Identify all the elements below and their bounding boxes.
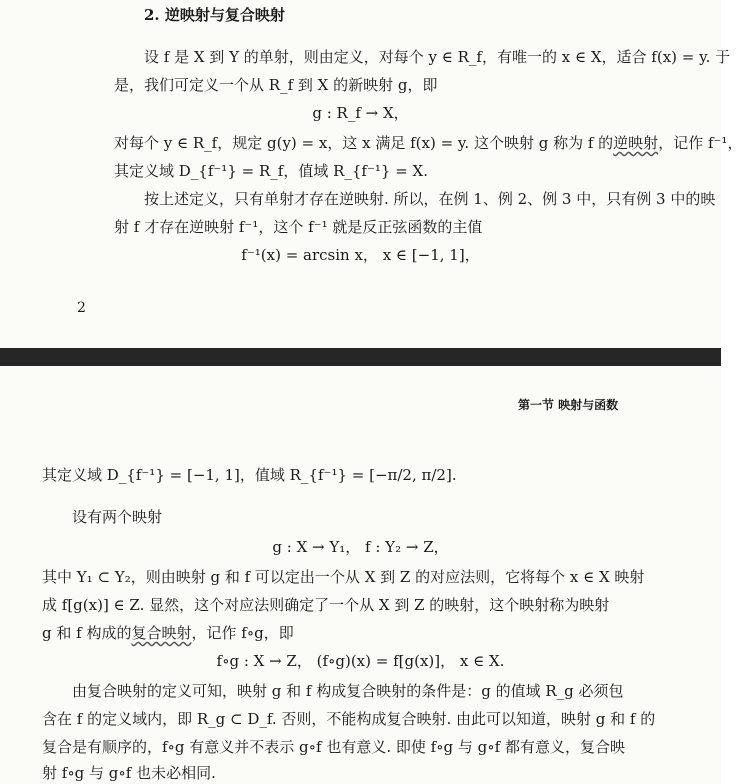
page-separator bbox=[0, 348, 721, 366]
display-formula: g : X → Y₁， f : Y₂ → Z， bbox=[272, 538, 449, 556]
line-text: ，记作 f⁻¹， bbox=[658, 134, 742, 152]
line-text: g 和 f 构成的 bbox=[42, 624, 132, 642]
paragraph-line: 复合是有顺序的，f∘g 有意义并不表示 g∘f 也有意义. 即使 f∘g 与 g∘f 都有意义，复合映 bbox=[42, 738, 625, 756]
page-number: 2 bbox=[77, 300, 86, 316]
paragraph-line: 其定义域 D_{f⁻¹} = [−1, 1]，值域 R_{f⁻¹} = [−π/2, π/2]. bbox=[42, 466, 457, 484]
line-text: ，记作 f∘g，即 bbox=[191, 624, 294, 642]
paragraph-line: 设有两个映射 bbox=[72, 508, 163, 526]
line-text: 对每个 y ∈ R_f，规定 g(y) = x，这 x 满足 f(x) = y. 这个映射 g 称为 f 的 bbox=[114, 134, 614, 152]
running-header: 第一节 映射与函数 bbox=[518, 398, 619, 412]
term-composite-mapping: 复合映射 bbox=[131, 624, 192, 642]
term-inverse-mapping: 逆映射 bbox=[613, 134, 659, 152]
paragraph-line: 射 f∘g 与 g∘f 也未必相同. bbox=[42, 764, 216, 782]
paragraph-line: 成 f[g(x)] ∈ Z. 显然，这个对应法则确定了一个从 X 到 Z 的映射，这个映射称为映射 bbox=[42, 596, 610, 614]
paragraph-line: 其中 Y₁ ⊂ Y₂，则由映射 g 和 f 可以定出一个从 X 到 Z 的对应法则，它将每个 x ∈ X 映射 bbox=[42, 568, 645, 586]
top-page bbox=[0, 0, 742, 348]
paragraph-line bbox=[114, 132, 742, 154]
bottom-page bbox=[0, 366, 721, 784]
paragraph-line: 是，我们可定义一个从 R_f 到 X 的新映射 g，即 bbox=[114, 76, 438, 94]
paragraph-line bbox=[42, 622, 294, 644]
paragraph-line: 设 f 是 X 到 Y 的单射，则由定义，对每个 y ∈ R_f，有唯一的 x ∈ X，适合 f(x) = y. 于 bbox=[144, 48, 731, 66]
paragraph-line: 含在 f 的定义域内，即 R_g ⊂ D_f. 否则，不能构成复合映射. 由此可以知道，映射 g 和 f 的 bbox=[42, 710, 656, 728]
display-formula: g : R_f → X， bbox=[312, 104, 409, 122]
paragraph-line: 由复合映射的定义可知，映射 g 和 f 构成复合映射的条件是：g 的值域 R_g 必须包 bbox=[72, 682, 624, 700]
paragraph-line: 射 f 才存在逆映射 f⁻¹，这个 f⁻¹ 就是反正弦函数的主值 bbox=[114, 218, 483, 236]
display-formula: f∘g : X → Z， (f∘g)(x) = f[g(x)]， x ∈ X. bbox=[216, 652, 505, 670]
paragraph-line: 按上述定义，只有单射才存在逆映射. 所以，在例 1、例 2、例 3 中，只有例 3 中的映 bbox=[144, 190, 716, 208]
paragraph-line: 其定义域 D_{f⁻¹} = R_f，值域 R_{f⁻¹} = X. bbox=[114, 162, 428, 180]
display-formula: f⁻¹(x) = arcsin x， x ∈ [−1, 1]， bbox=[241, 246, 480, 264]
section-title: 2. 逆映射与复合映射 bbox=[144, 6, 285, 24]
